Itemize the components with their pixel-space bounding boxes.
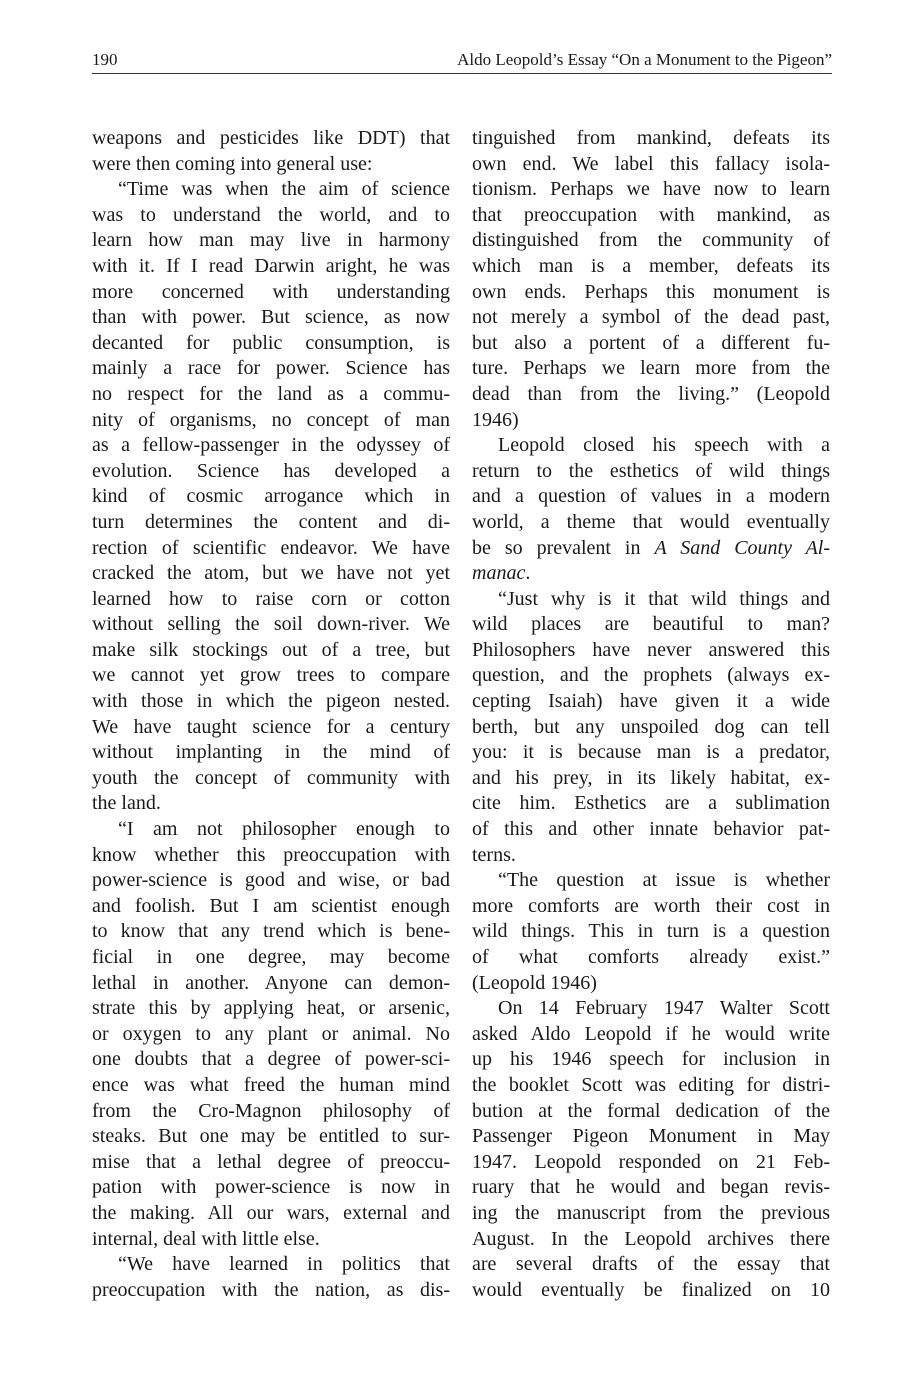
running-title: Aldo Leopold’s Essay “On a Monument to the Pigeon” xyxy=(457,50,832,69)
line-text: be so prevalent in xyxy=(472,536,655,559)
text-line xyxy=(472,1175,830,1201)
text-line xyxy=(92,638,450,664)
line-text: youth the concept of community with xyxy=(92,766,450,789)
line-text: August. In the Leopold archives there xyxy=(472,1227,830,1250)
line-text: question, and the prophets (always ex- xyxy=(472,664,830,687)
line-text: the booklet Scott was editing for distri- xyxy=(472,1073,830,1096)
line-text: that preoccupation with mankind, as xyxy=(472,203,830,226)
line-text: no respect for the land as a commu- xyxy=(92,382,450,405)
left-column xyxy=(92,126,450,1303)
line-text: from the Cro-Magnon philosophy of xyxy=(92,1099,450,1122)
line-text: “Time was when the aim of science xyxy=(118,178,450,201)
text-line xyxy=(92,203,450,229)
text-line xyxy=(472,817,830,843)
text-line xyxy=(92,561,450,587)
line-text: were then coming into general use: xyxy=(92,152,373,175)
text-line xyxy=(472,791,830,817)
line-text: tinguished from mankind, defeats its xyxy=(472,127,830,149)
line-text: “Just why is it that wild things and xyxy=(498,587,830,610)
text-line xyxy=(472,1073,830,1099)
text-line xyxy=(472,459,830,485)
text-line xyxy=(472,510,830,536)
line-text: ence was what freed the human mind xyxy=(92,1073,450,1096)
line-text: the making. All our wars, external and xyxy=(92,1201,450,1224)
line-text: Leopold closed his speech with a xyxy=(498,434,830,457)
line-text: not merely a symbol of the dead past, xyxy=(472,306,830,329)
text-line xyxy=(92,612,450,638)
line-text: of this and other innate behavior pat- xyxy=(472,818,830,841)
text-line xyxy=(92,689,450,715)
line-text: dead than from the living.” (Leopold xyxy=(472,382,830,405)
line-text: (Leopold 1946) xyxy=(472,971,597,994)
text-line xyxy=(472,331,830,357)
line-text: was to understand the world, and to xyxy=(92,203,450,226)
text-line xyxy=(472,254,830,280)
text-line xyxy=(92,152,450,178)
line-text: than with power. But science, as now xyxy=(92,306,450,329)
line-text: which man is a member, defeats its xyxy=(472,254,830,277)
text-line xyxy=(472,843,830,869)
text-line xyxy=(472,484,830,510)
text-line xyxy=(92,510,450,536)
line-text: more comforts are worth their cost in xyxy=(472,894,830,917)
text-line xyxy=(92,126,450,152)
line-text: are several drafts of the essay that xyxy=(472,1253,830,1276)
line-text: bution at the formal dedication of the xyxy=(472,1099,830,1122)
line-text: rection of scientific endeavor. We have xyxy=(92,536,450,559)
italic-title: A Sand County Al- xyxy=(654,536,830,559)
line-text: nity of organisms, no concept of man xyxy=(92,408,450,431)
text-line xyxy=(472,1124,830,1150)
text-line xyxy=(92,715,450,741)
line-text: pation with power-science is now in xyxy=(92,1176,450,1199)
text-line xyxy=(472,280,830,306)
line-text: and his prey, in its likely habitat, ex- xyxy=(472,766,830,789)
line-text: own end. We label this fallacy isola- xyxy=(472,152,830,175)
line-text: with it. If I read Darwin aright, he was xyxy=(92,254,450,277)
running-header xyxy=(92,48,832,72)
line-text: cepting Isaiah) have given it a wide xyxy=(472,690,830,713)
line-text-after: . xyxy=(525,562,531,585)
text-line xyxy=(472,919,830,945)
line-text: you: it is because man is a predator, xyxy=(472,741,830,764)
text-line xyxy=(92,1099,450,1125)
text-line xyxy=(472,228,830,254)
text-line xyxy=(92,280,450,306)
line-text: without implanting in the mind of xyxy=(92,741,450,764)
text-line xyxy=(472,536,830,562)
text-line xyxy=(472,715,830,741)
line-text: own ends. Perhaps this monument is xyxy=(472,280,830,303)
line-text: wild places are beautiful to man? xyxy=(472,613,830,636)
line-text: ing the manuscript from the previous xyxy=(472,1201,830,1224)
line-text: with those in which the pigeon nested. xyxy=(92,690,450,713)
text-line xyxy=(92,1124,450,1150)
text-line xyxy=(92,254,450,280)
text-line xyxy=(92,945,450,971)
text-line xyxy=(92,1175,450,1201)
text-line xyxy=(92,536,450,562)
line-text: wild things. This in turn is a question xyxy=(472,920,830,943)
line-text: terns. xyxy=(472,843,516,866)
line-text: ture. Perhaps we learn more from the xyxy=(472,357,830,380)
text-line xyxy=(472,612,830,638)
text-line xyxy=(92,1022,450,1048)
text-line xyxy=(472,356,830,382)
text-line xyxy=(472,740,830,766)
text-line xyxy=(92,356,450,382)
text-line xyxy=(472,894,830,920)
text-line xyxy=(92,433,450,459)
line-text: return to the esthetics of wild things xyxy=(472,459,830,482)
text-line xyxy=(92,382,450,408)
line-text: Philosophers have never answered this xyxy=(472,638,830,661)
line-text: would eventually be finalized on 10 xyxy=(472,1278,830,1301)
line-text: “I am not philosopher enough to xyxy=(118,818,450,841)
line-text: power-science is good and wise, or bad xyxy=(92,869,450,892)
line-text: ficial in one degree, may become xyxy=(92,946,450,968)
text-line xyxy=(92,996,450,1022)
line-text: of what comforts already exist.” xyxy=(472,946,830,968)
line-text: Passenger Pigeon Monument in May xyxy=(472,1125,830,1148)
text-line xyxy=(92,228,450,254)
text-line xyxy=(472,305,830,331)
text-line xyxy=(92,843,450,869)
line-text: and a question of values in a modern xyxy=(472,485,830,508)
line-text: without selling the soil down-river. We xyxy=(92,613,450,636)
text-line xyxy=(472,1022,830,1048)
line-text: lethal in another. Anyone can demon- xyxy=(92,971,450,994)
line-text: strate this by applying heat, or arsenic, xyxy=(92,997,450,1020)
text-line xyxy=(92,177,450,203)
line-text: 1947. Leopold responded on 21 Feb- xyxy=(472,1150,830,1173)
text-line xyxy=(472,663,830,689)
text-line xyxy=(92,408,450,434)
text-line xyxy=(472,382,830,408)
line-text: “The question at issue is whether xyxy=(498,869,830,892)
text-line xyxy=(92,1047,450,1073)
line-text: we cannot yet grow trees to compare xyxy=(92,664,450,687)
line-text: learn how man may live in harmony xyxy=(92,229,450,252)
text-line xyxy=(472,945,830,971)
line-text: decanted for public consumption, is xyxy=(92,331,450,354)
text-line xyxy=(472,561,830,587)
line-text: cracked the atom, but we have not yet xyxy=(92,562,450,585)
text-line xyxy=(92,919,450,945)
line-text: “We have learned in politics that xyxy=(118,1253,450,1276)
text-line xyxy=(92,484,450,510)
text-line xyxy=(92,305,450,331)
italic-title: manac xyxy=(472,562,526,585)
text-line xyxy=(92,459,450,485)
line-text: asked Aldo Leopold if he would write xyxy=(472,1022,830,1045)
text-line xyxy=(472,689,830,715)
text-line xyxy=(92,663,450,689)
text-line xyxy=(92,894,450,920)
text-line xyxy=(472,126,830,152)
text-line xyxy=(92,1252,450,1278)
text-line xyxy=(92,1201,450,1227)
line-text: mainly a race for power. Science has xyxy=(92,357,450,380)
text-line xyxy=(92,791,450,817)
line-text: and foolish. But I am scientist enough xyxy=(92,894,450,917)
line-text: distinguished from the community of xyxy=(472,229,830,252)
text-line xyxy=(92,971,450,997)
line-text: one doubts that a degree of power-sci- xyxy=(92,1048,450,1071)
text-line xyxy=(472,1227,830,1253)
text-line xyxy=(472,1278,830,1304)
text-line xyxy=(472,177,830,203)
text-line xyxy=(92,1278,450,1304)
line-text: berth, but any unspoiled dog can tell xyxy=(472,715,830,738)
text-line xyxy=(472,587,830,613)
line-text: evolution. Science has developed a xyxy=(92,459,450,482)
text-line xyxy=(92,1150,450,1176)
line-text: but also a portent of a different fu- xyxy=(472,331,830,354)
text-line xyxy=(92,587,450,613)
text-line xyxy=(472,203,830,229)
text-line xyxy=(92,331,450,357)
text-line xyxy=(472,996,830,1022)
text-line xyxy=(92,1227,450,1253)
line-text: preoccupation with the nation, as dis- xyxy=(92,1278,450,1301)
line-text: up his 1946 speech for inclusion in xyxy=(472,1048,830,1071)
text-line xyxy=(92,766,450,792)
text-line xyxy=(472,1047,830,1073)
text-line xyxy=(472,433,830,459)
line-text: world, a theme that would eventually xyxy=(472,510,830,533)
text-line xyxy=(472,1201,830,1227)
text-line xyxy=(472,408,830,434)
line-text: We have taught science for a century xyxy=(92,715,450,738)
right-column xyxy=(472,126,830,1303)
text-line xyxy=(472,1150,830,1176)
text-line xyxy=(92,740,450,766)
line-text: kind of cosmic arrogance which in xyxy=(92,485,450,508)
text-line xyxy=(92,868,450,894)
line-text: mise that a lethal degree of preoccu- xyxy=(92,1150,450,1173)
line-text: the land. xyxy=(92,792,161,815)
line-text: ruary that he would and began revis- xyxy=(472,1176,830,1199)
page-number: 190 xyxy=(92,50,118,69)
text-line xyxy=(472,1099,830,1125)
text-line xyxy=(472,868,830,894)
line-text: know whether this preoccupation with xyxy=(92,843,450,866)
text-line xyxy=(472,638,830,664)
text-line xyxy=(92,817,450,843)
line-text: weapons and pesticides like DDT) that xyxy=(92,127,450,149)
text-line xyxy=(472,152,830,178)
line-text: to know that any trend which is bene- xyxy=(92,920,450,943)
text-line xyxy=(92,1073,450,1099)
line-text: steaks. But one may be entitled to sur- xyxy=(92,1125,450,1148)
line-text: internal, deal with little else. xyxy=(92,1227,320,1250)
text-line xyxy=(472,971,830,997)
line-text: On 14 February 1947 Walter Scott xyxy=(498,997,830,1020)
line-text: cite him. Esthetics are a sublimation xyxy=(472,792,830,815)
line-text: tionism. Perhaps we have now to learn xyxy=(472,178,830,201)
line-text: 1946) xyxy=(472,408,519,431)
line-text: as a fellow-passenger in the odyssey of xyxy=(92,434,450,457)
header-rule xyxy=(92,73,832,74)
line-text: more concerned with understanding xyxy=(92,280,450,303)
text-line xyxy=(472,766,830,792)
text-line xyxy=(472,1252,830,1278)
line-text: or oxygen to any plant or animal. No xyxy=(92,1022,450,1045)
line-text: make silk stockings out of a tree, but xyxy=(92,638,450,661)
line-text: learned how to raise corn or cotton xyxy=(92,587,450,610)
line-text: turn determines the content and di- xyxy=(92,510,450,533)
